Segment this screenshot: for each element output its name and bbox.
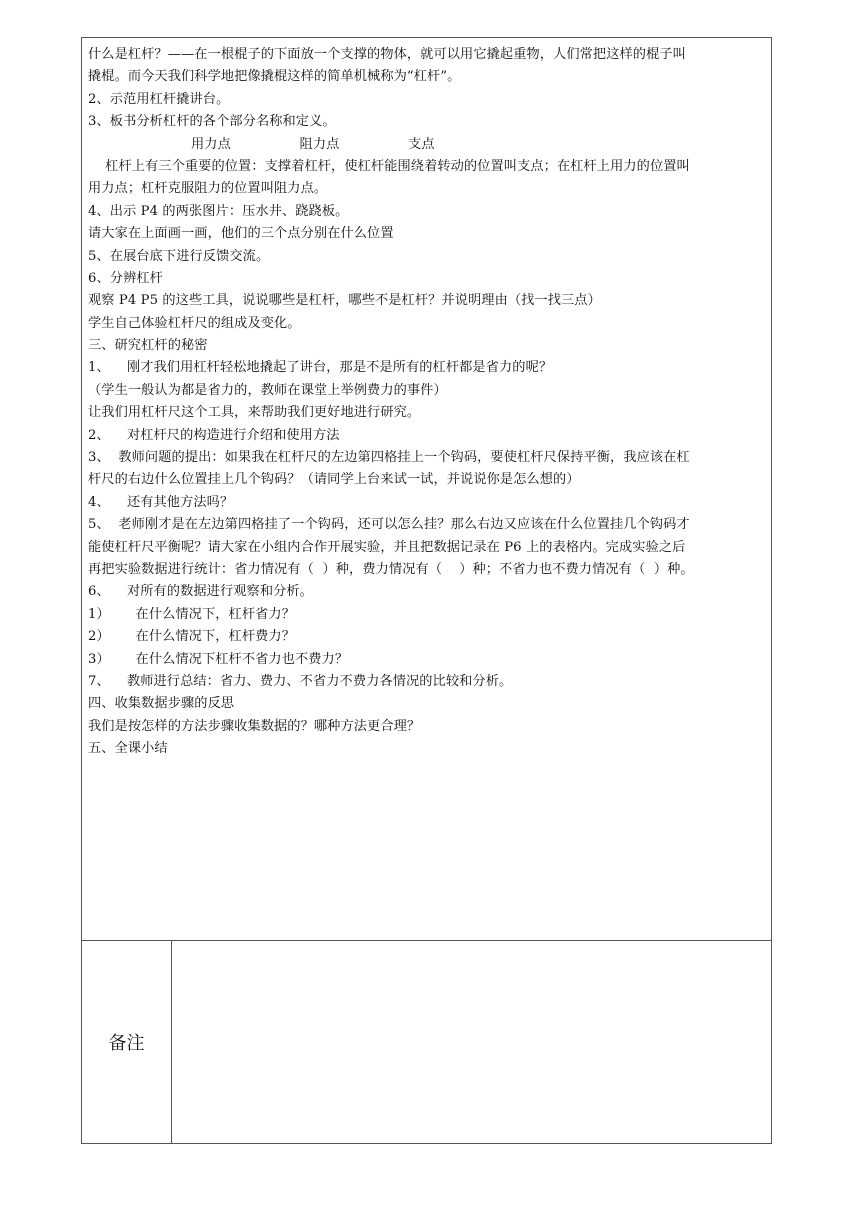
text-line: 四、收集数据步骤的反思 (88, 696, 235, 712)
notes-label: 备注 (108, 1033, 145, 1054)
text-line: 观察 P4 P5 的这些工具，说说哪些是杠杆，哪些不是杠杆？并说明理由（找一找三点） (88, 293, 601, 309)
text-line: 让我们用杠杆尺这个工具，来帮助我们更好地进行研究。 (88, 405, 421, 421)
text-line: 学生自己体验杠杆尺的组成及变化。 (88, 315, 301, 331)
text-line: 请大家在上面画一画，他们的三个点分别在什么位置 (88, 226, 394, 242)
text-line: 什么是杠杆？——在一根棍子的下面放一个支撑的物体，就可以用它撬起重物，人们常把这样的棍子叫 (88, 47, 686, 62)
text-line: 7、 教师进行总结：省力、费力、不省力不费力各情况的比较和分析。 (88, 673, 513, 689)
notes-content-cell (172, 941, 771, 1143)
text-line: 用力点 阻力点 支点 (88, 136, 435, 152)
lesson-content-cell (82, 38, 771, 941)
text-line: 6、 对所有的数据进行观察和分析。 (88, 584, 313, 600)
text-line: 3、 教师问题的提出：如果我在杠杆尺的左边第四格挂上一个钩码，要使杠杆尺保持平衡，我应该在杠 (88, 450, 690, 466)
text-line: 3） 在什么情况下杠杆不省力也不费力？ (88, 651, 349, 667)
text-line: 6、分辨杠杆 (88, 270, 163, 286)
text-line: 三、研究杠杆的秘密 (88, 338, 208, 354)
text-line: 5、在展台底下进行反馈交流。 (88, 248, 270, 264)
text-line: 5、 老师刚才是在左边第四格挂了一个钩码，还可以怎么挂？那么右边又应该在什么位置挂几个钩码才 (88, 517, 690, 533)
text-line: 1） 在什么情况下，杠杆省力？ (88, 606, 295, 622)
text-line: 杠杆上有三个重要的位置：支撑着杠杆，使杠杆能围绕着转动的位置叫支点；在杠杆上用力的位置叫 (88, 158, 690, 174)
text-line: 4、 还有其他方法吗？ (88, 494, 234, 510)
text-line: 能使杠杆尺平衡呢？请大家在小组内合作开展实验，并且把数据记录在 P6 上的表格内。完成实验之后 (88, 539, 686, 555)
text-line: 用力点；杠杆克服阻力的位置叫阻力点。 (88, 181, 328, 197)
text-line: 3、板书分析杠杆的各个部分名称和定义。 (88, 114, 336, 130)
text-line: 2） 在什么情况下，杠杆费力？ (88, 629, 295, 645)
text-line: 我们是按怎样的方法步骤收集数据的？哪种方法更合理？ (88, 718, 421, 734)
notes-label-cell (82, 941, 172, 1143)
text-line: 4、出示 P4 的两张图片：压水井、跷跷板。 (88, 203, 349, 219)
text-line: 1、 刚才我们用杠杆轻松地撬起了讲台，那是不是所有的杠杆都是省力的呢？ (88, 360, 553, 376)
text-line: （学生一般认为都是省力的，教师在课堂上举例费力的事件） (88, 382, 447, 398)
text-line: 2、示范用杠杆撬讲台。 (88, 91, 230, 107)
lesson-table (81, 37, 772, 1144)
text-line: 撬棍。而今天我们科学地把像撬棍这样的简单机械称为“杠杆”。 (88, 69, 461, 85)
text-line: 再把实验数据进行统计：省力情况有（ ）种，费力情况有（ ）种；不省力也不费力情况有（ ）种。 (88, 561, 694, 577)
text-line: 杆尺的右边什么位置挂上几个钩码？（请同学上台来试一试，并说说你是怎么想的） (88, 472, 580, 488)
text-line: 五、全课小结 (88, 741, 168, 757)
lesson-text (88, 44, 768, 761)
text-line: 2、 对杠杆尺的构造进行介绍和使用方法 (88, 427, 340, 443)
